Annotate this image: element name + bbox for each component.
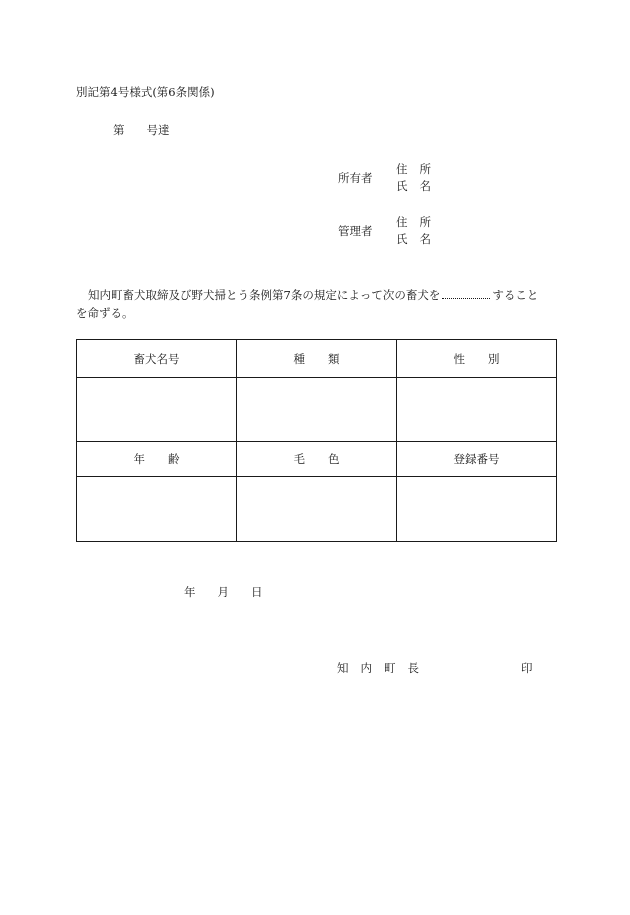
table-value-row-1 — [77, 378, 557, 441]
manager-name-label — [396, 231, 431, 247]
order-text-before-blank: 知内町畜犬取締及び野犬掃とう条例第7条の規定によって次の畜犬を — [88, 288, 441, 302]
notice-gotatsu: 号達 — [146, 123, 170, 137]
order-text-line1 — [88, 287, 538, 303]
header-dog-name: 畜犬名号 — [77, 340, 237, 378]
table-header-row-2 — [77, 441, 557, 476]
header-sex: 性 別 — [397, 340, 557, 378]
value-sex[interactable] — [397, 378, 557, 441]
header-coat-color: 毛 色 — [237, 441, 397, 476]
value-breed[interactable] — [237, 378, 397, 441]
manager-name-char1: 氏 — [396, 232, 408, 246]
seal-mark: 印 — [521, 661, 533, 675]
manager-address-char2: 所 — [419, 215, 431, 229]
manager-address-char1: 住 — [396, 215, 408, 229]
owner-name-label — [396, 178, 431, 194]
header-registration-number: 登録番号 — [397, 441, 557, 476]
value-registration-number[interactable] — [397, 476, 557, 541]
form-title: 別記第4号様式(第6条関係) — [76, 85, 215, 99]
notice-dai: 第 — [113, 123, 125, 137]
owner-name-char1: 氏 — [396, 179, 408, 193]
date-month: 月 — [217, 585, 229, 599]
mayor-char4: 長 — [407, 661, 419, 675]
value-dog-name[interactable] — [77, 378, 237, 441]
order-text-after-blank: すること — [492, 288, 539, 302]
mayor-char1: 知 — [337, 661, 349, 675]
header-breed: 種 類 — [237, 340, 397, 378]
header-age: 年 齢 — [77, 441, 237, 476]
mayor-char3: 町 — [384, 661, 396, 675]
manager-name-char2: 名 — [419, 232, 431, 246]
value-coat-color[interactable] — [237, 476, 397, 541]
mayor-char2: 内 — [360, 661, 372, 675]
order-text-line2: を命ずる。 — [76, 306, 134, 320]
table-value-row-2 — [77, 476, 557, 541]
manager-address-label — [396, 214, 431, 230]
notice-number — [113, 122, 170, 138]
date-line — [184, 584, 263, 600]
action-blank-field[interactable] — [442, 287, 490, 299]
date-year: 年 — [184, 585, 196, 599]
date-day: 日 — [251, 585, 263, 599]
manager-label: 管理者 — [338, 224, 373, 238]
owner-address-char2: 所 — [419, 162, 431, 176]
owner-address-label — [396, 161, 431, 177]
value-age[interactable] — [77, 476, 237, 541]
table-header-row-1 — [77, 340, 557, 378]
owner-address-char1: 住 — [396, 162, 408, 176]
owner-name-char2: 名 — [419, 179, 431, 193]
owner-label: 所有者 — [338, 171, 373, 185]
mayor-title — [337, 660, 419, 676]
dog-details-table — [76, 339, 557, 542]
